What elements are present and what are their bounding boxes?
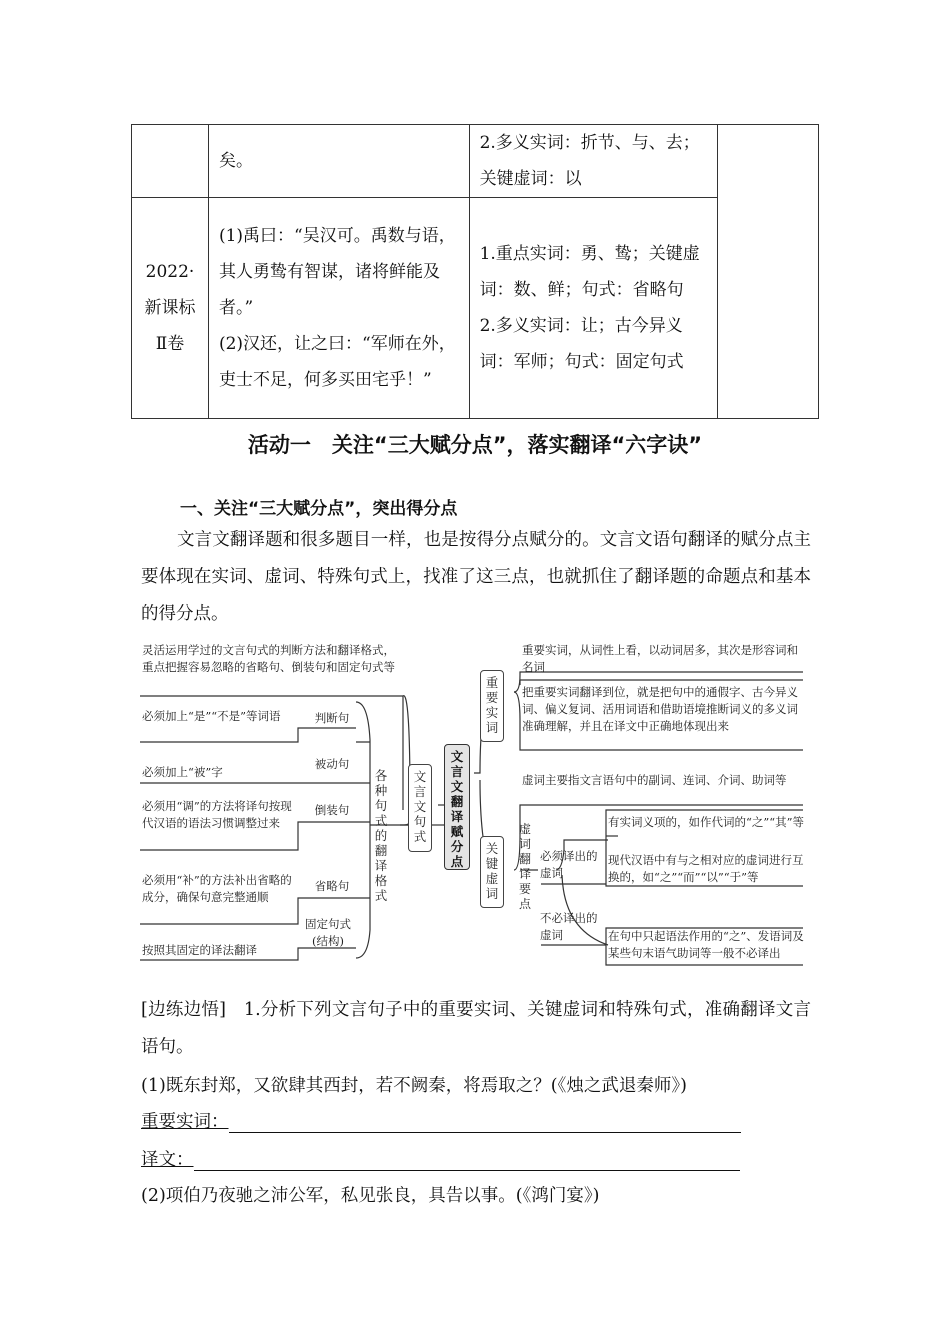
- label-passive: 被动句: [314, 757, 350, 771]
- question-2: (2)项伯乃夜驰之沛公军，私见张良，具告以事。(《鸿门宴》): [141, 1186, 600, 1206]
- sub-xuci-points: 虚词翻译要点: [518, 822, 531, 911]
- label-inverted: 倒装句: [314, 803, 350, 817]
- answer-blank[interactable]: [229, 1112, 741, 1133]
- note-must-b: 现代汉语中有与之相对应的虚词进行互换的，如“之”“而”“以”“于”等: [608, 853, 804, 884]
- source-text: (1)禹曰：“吴汉可。禹数与语，其人勇鸷有智谋，诸将鲜能及者。”: [218, 226, 456, 318]
- note-left-top: 灵活运用学过的文言句式的判断方法和翻译格式，重点把握容易忽略的省略句、倒装句和固定句式等: [142, 643, 395, 674]
- points-cell: [469, 198, 718, 419]
- branch-sentence-box: [408, 764, 432, 852]
- answer-row-shici: [141, 1108, 741, 1133]
- label-omission: 省略句: [314, 879, 350, 893]
- table-row: [132, 198, 819, 419]
- point-item: 2.多义实词：让；古今异义词：军师；句式：固定句式: [479, 316, 684, 372]
- source-text: (2)汉还，让之曰：“军师在外，吏士不足，何多买田宅乎！”: [218, 334, 456, 390]
- note-omission: 必须用“补”的方法补出省略的成分，确保句意完整通顺: [142, 873, 292, 904]
- text-cell: [208, 198, 469, 419]
- section-title: 一、关注“三大赋分点”，突出得分点: [180, 499, 458, 519]
- note-xuci: 虚词主要指文言语句中的副词、连词、介词、助词等: [522, 773, 787, 787]
- label-judgment: 判断句: [314, 711, 350, 725]
- source-text: 矣。: [218, 151, 253, 171]
- exam-table: [131, 124, 819, 419]
- activity-title: 活动一 关注“三大赋分点”，落实翻译“六字诀”: [247, 433, 703, 457]
- empty-cell: [718, 125, 819, 419]
- note-passive: 必须加上“被”字: [142, 765, 223, 779]
- note-must-a: 有实词义项的，如作代词的“之”“其”等: [608, 815, 805, 829]
- year-label: 2022·新课标Ⅱ卷: [144, 262, 196, 354]
- points-cell: [469, 125, 718, 198]
- branch-sentence: 文言文句式: [413, 769, 427, 844]
- point-item: 1.重点实词：勇、鸷；关键虚词：数、鲜；句式：省略句: [479, 244, 700, 300]
- note-shici-2: 把重要实词翻译到位，就是把句中的通假字、古今异义词、偏义复词、活用词语和借助语境推断词义的多义词准确理解，并且在译文中正确地体现出来: [522, 685, 798, 733]
- branch-xuci-box: [480, 836, 504, 908]
- note-shici-1: 重要实词，从词性上看，以动词居多，其次是形容词和名词: [522, 643, 798, 674]
- core-node: [444, 744, 470, 870]
- branch-xuci: 关键虚词: [485, 841, 499, 901]
- exercise-intro: [边练边悟] 1.分析下列文言句子中的重要实词、关键虚词和特殊句式，准确翻译文言语句。: [141, 1000, 811, 1057]
- answer-blank[interactable]: [194, 1150, 740, 1171]
- note-judgment: 必须加上“是”“不是”等词语: [142, 709, 281, 723]
- intro-paragraph: 文言文翻译题和很多题目一样，也是按得分点赋分的。文言文语句翻译的赋分点主要体现在实词、虚词、特殊句式上，找准了这三点，也就抓住了翻译题的命题点和基本的得分点。: [141, 530, 811, 624]
- core-label: 文言文翻译赋分点: [450, 749, 464, 869]
- branch-shici-box: [480, 670, 504, 742]
- question-1: (1)既东封郑，又欲肆其西封，若不阙秦，将焉取之？(《烛之武退秦师》): [141, 1076, 687, 1096]
- note-inverted: 必须用“调”的方法将译句按现代汉语的语法习惯调整过来: [142, 799, 292, 830]
- label-fixed: 固定句式(结构): [305, 917, 351, 948]
- mind-map: [138, 640, 814, 970]
- note-no-need: 在句中只起语法作用的“之”、发语词及某些句末语气助词等一般不必译出: [608, 929, 804, 960]
- note-fixed: 按照其固定的译法翻译: [142, 943, 257, 957]
- point-item: 2.多义实词：折节、与、去；关键虚词：以: [479, 133, 700, 189]
- label-shici: 重要实词：: [141, 1112, 229, 1132]
- year-cell: [132, 198, 209, 419]
- label-no-need: 不必译出的虚词: [540, 911, 598, 942]
- sub-left-formats: 各种句式的翻译格式: [374, 768, 388, 903]
- table-row: [132, 125, 819, 198]
- year-cell: [132, 125, 209, 198]
- label-must-translate: 必须译出的虚词: [540, 849, 598, 880]
- branch-shici: 重要实词: [485, 675, 499, 735]
- label-translation: 译文：: [141, 1150, 194, 1170]
- answer-row-yiwen: [141, 1146, 740, 1171]
- text-cell: [208, 125, 469, 198]
